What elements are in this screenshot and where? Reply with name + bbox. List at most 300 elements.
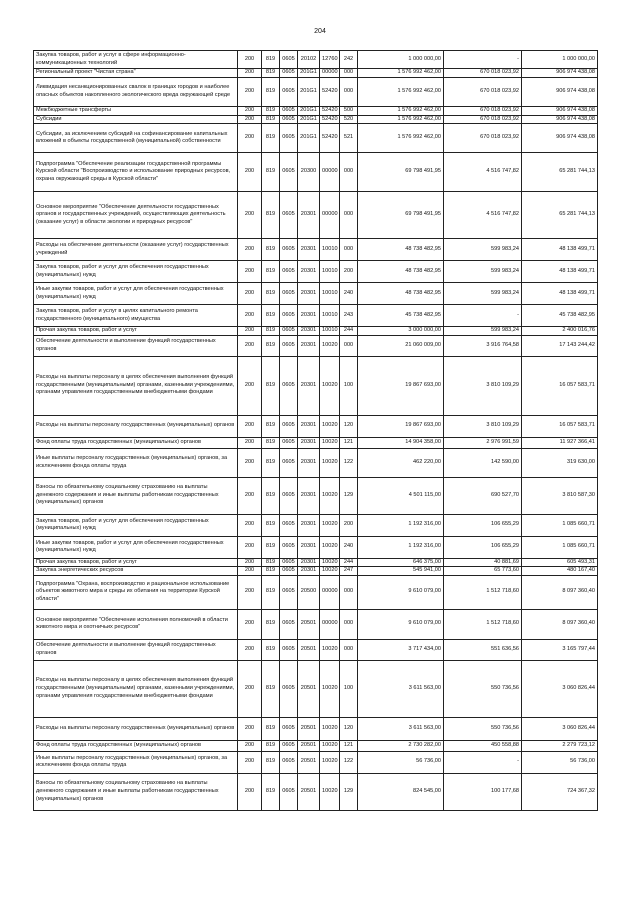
row-planned-amount: 9 610 079,00: [358, 575, 444, 609]
table-row: [34, 751, 598, 773]
table-row: [34, 124, 598, 153]
row-name: Прочая закупка товаров, работ и услуг: [34, 558, 238, 567]
row-name: Фонд оплаты труда государственных (муниципальных) органов: [34, 740, 238, 751]
row-section-code: 0605: [280, 660, 298, 717]
row-section-code: 0605: [280, 751, 298, 773]
row-section-code: 0605: [280, 153, 298, 192]
row-executed-amount: 100 177,68: [444, 773, 522, 810]
row-remaining-amount: 906 974 438,08: [522, 107, 598, 116]
row-direction-code: 52420: [320, 115, 340, 124]
row-executed-amount: 450 558,88: [444, 740, 522, 751]
row-name: Взносы по обязательному социальному страхованию на выплаты денежного содержания и иные выплаты работникам государственных (муниципальных) органов: [34, 773, 238, 810]
row-expense-type-code: 129: [340, 477, 358, 514]
row-planned-amount: 824 545,00: [358, 773, 444, 810]
row-section-code: 0605: [280, 69, 298, 78]
row-gr-code: 200: [238, 575, 262, 609]
row-program-code: 20301: [298, 437, 320, 448]
row-section-code: 0605: [280, 115, 298, 124]
page-number: 204: [314, 28, 326, 35]
row-name: Прочая закупка товаров, работ и услуг: [34, 327, 238, 336]
table-row: [34, 192, 598, 239]
row-executed-amount: 1 512 718,60: [444, 609, 522, 639]
row-expense-type-code: 520: [340, 115, 358, 124]
row-planned-amount: 1 192 316,00: [358, 514, 444, 536]
row-program-code: 201G1: [298, 124, 320, 153]
row-expense-type-code: 120: [340, 415, 358, 437]
row-remaining-amount: 906 974 438,08: [522, 78, 598, 107]
row-section-code: 0605: [280, 356, 298, 415]
row-ved-code: 819: [262, 448, 280, 477]
row-ved-code: 819: [262, 283, 280, 305]
row-planned-amount: 1 192 316,00: [358, 536, 444, 558]
row-direction-code: 10020: [320, 558, 340, 567]
row-name: Межбюджетные трансферты: [34, 107, 238, 116]
row-remaining-amount: 17 143 244,42: [522, 335, 598, 356]
row-planned-amount: 1 576 992 462,00: [358, 115, 444, 124]
row-name: Закупка товаров, работ и услуг в целях капитального ремонта государственного (муниципального) имущества: [34, 305, 238, 327]
row-remaining-amount: 16 057 583,71: [522, 356, 598, 415]
row-direction-code: 10020: [320, 514, 340, 536]
row-direction-code: 10020: [320, 567, 340, 576]
row-direction-code: 10020: [320, 717, 340, 740]
row-expense-type-code: 240: [340, 283, 358, 305]
row-remaining-amount: 724 367,32: [522, 773, 598, 810]
row-ved-code: 819: [262, 609, 280, 639]
row-section-code: 0605: [280, 239, 298, 261]
row-planned-amount: 19 867 693,00: [358, 415, 444, 437]
row-remaining-amount: 1 085 660,71: [522, 514, 598, 536]
row-gr-code: 200: [238, 660, 262, 717]
row-planned-amount: 1 576 992 462,00: [358, 78, 444, 107]
row-program-code: 20301: [298, 239, 320, 261]
row-program-code: 201G1: [298, 115, 320, 124]
row-planned-amount: 48 738 482,95: [358, 261, 444, 283]
row-executed-amount: 599 983,24: [444, 283, 522, 305]
row-name: Субсидии, за исключением субсидий на софинансирование капитальных вложений в объекты государственной (муниципальной) собственности: [34, 124, 238, 153]
row-name: Закупка товаров, работ и услуг для обеспечения государственных (муниципальных) нужд: [34, 261, 238, 283]
row-gr-code: 200: [238, 609, 262, 639]
row-direction-code: 10010: [320, 305, 340, 327]
row-remaining-amount: 1 000 000,00: [522, 51, 598, 69]
row-remaining-amount: 2 400 016,76: [522, 327, 598, 336]
row-name: Региональный проект "Чистая страна": [34, 69, 238, 78]
row-expense-type-code: 242: [340, 51, 358, 69]
row-program-code: 20102: [298, 51, 320, 69]
row-name: Расходы на обеспечение деятельности (оказание услуг) государственных учреждений: [34, 239, 238, 261]
row-direction-code: 52420: [320, 107, 340, 116]
row-remaining-amount: 3 810 587,30: [522, 477, 598, 514]
table-row: [34, 327, 598, 336]
table-row: [34, 575, 598, 609]
row-executed-amount: 670 018 023,92: [444, 78, 522, 107]
row-section-code: 0605: [280, 773, 298, 810]
table-row: [34, 609, 598, 639]
row-executed-amount: 3 810 109,29: [444, 356, 522, 415]
row-expense-type-code: 122: [340, 751, 358, 773]
row-ved-code: 819: [262, 575, 280, 609]
row-gr-code: 200: [238, 335, 262, 356]
row-program-code: 20301: [298, 448, 320, 477]
row-executed-amount: 550 736,56: [444, 717, 522, 740]
row-program-code: 20301: [298, 536, 320, 558]
row-ved-code: 819: [262, 261, 280, 283]
row-ved-code: 819: [262, 124, 280, 153]
row-program-code: 201G1: [298, 107, 320, 116]
row-program-code: 20501: [298, 639, 320, 660]
row-ved-code: 819: [262, 335, 280, 356]
row-direction-code: 10010: [320, 327, 340, 336]
row-expense-type-code: 244: [340, 327, 358, 336]
row-executed-amount: -: [444, 751, 522, 773]
row-planned-amount: 14 904 358,00: [358, 437, 444, 448]
table-row: [34, 153, 598, 192]
row-section-code: 0605: [280, 51, 298, 69]
row-planned-amount: 21 060 009,00: [358, 335, 444, 356]
row-ved-code: 819: [262, 78, 280, 107]
row-expense-type-code: 240: [340, 536, 358, 558]
row-gr-code: 200: [238, 477, 262, 514]
row-planned-amount: 3 000 000,00: [358, 327, 444, 336]
table-row: [34, 107, 598, 116]
row-gr-code: 200: [238, 153, 262, 192]
table-row: [34, 335, 598, 356]
row-name: Подпрограмма "Обеспечение реализации государственной программы Курской области "Воспроизводство и использование природных ресурсов, охрана окружающей среды в Курской области": [34, 153, 238, 192]
row-planned-amount: 69 798 491,95: [358, 192, 444, 239]
table-row: [34, 717, 598, 740]
row-remaining-amount: 1 085 660,71: [522, 536, 598, 558]
row-section-code: 0605: [280, 78, 298, 107]
row-executed-amount: 670 018 023,92: [444, 69, 522, 78]
row-gr-code: 200: [238, 773, 262, 810]
row-executed-amount: 4 516 747,82: [444, 153, 522, 192]
row-direction-code: 00000: [320, 192, 340, 239]
row-program-code: 201G1: [298, 69, 320, 78]
row-remaining-amount: 906 974 438,08: [522, 124, 598, 153]
row-name: Основное мероприятие "Обеспечение деятельности государственных органов и государственных учреждений, осуществляющих деятельность (оказание услуг) в области экологии и природных ресурсов": [34, 192, 238, 239]
table-row: [34, 69, 598, 78]
row-expense-type-code: 120: [340, 717, 358, 740]
row-section-code: 0605: [280, 639, 298, 660]
row-name: Иные закупки товаров, работ и услуг для обеспечения государственных (муниципальных) нужд: [34, 536, 238, 558]
row-gr-code: 200: [238, 305, 262, 327]
row-ved-code: 819: [262, 51, 280, 69]
row-gr-code: 200: [238, 283, 262, 305]
row-expense-type-code: 247: [340, 567, 358, 576]
row-planned-amount: 646 375,00: [358, 558, 444, 567]
row-planned-amount: 462 220,00: [358, 448, 444, 477]
row-remaining-amount: 480 167,40: [522, 567, 598, 576]
row-planned-amount: 3 717 434,00: [358, 639, 444, 660]
row-executed-amount: -: [444, 305, 522, 327]
table-row: [34, 740, 598, 751]
table-row: [34, 115, 598, 124]
row-section-code: 0605: [280, 575, 298, 609]
row-program-code: 20500: [298, 575, 320, 609]
row-ved-code: 819: [262, 639, 280, 660]
table-row: [34, 448, 598, 477]
row-ved-code: 819: [262, 567, 280, 576]
row-direction-code: 52420: [320, 124, 340, 153]
row-remaining-amount: 65 281 744,13: [522, 153, 598, 192]
row-executed-amount: 3 810 109,29: [444, 415, 522, 437]
row-direction-code: 10010: [320, 261, 340, 283]
row-direction-code: 10020: [320, 415, 340, 437]
row-ved-code: 819: [262, 327, 280, 336]
row-direction-code: 10010: [320, 283, 340, 305]
row-planned-amount: 4 501 115,00: [358, 477, 444, 514]
row-direction-code: 52420: [320, 78, 340, 107]
row-planned-amount: 1 576 992 462,00: [358, 69, 444, 78]
row-direction-code: 10010: [320, 239, 340, 261]
row-expense-type-code: 500: [340, 107, 358, 116]
row-program-code: 20301: [298, 514, 320, 536]
row-executed-amount: 690 527,70: [444, 477, 522, 514]
row-program-code: 20301: [298, 415, 320, 437]
table-row: [34, 477, 598, 514]
row-direction-code: 10020: [320, 536, 340, 558]
row-name: Закупка энергетических ресурсов: [34, 567, 238, 576]
row-direction-code: 10020: [320, 660, 340, 717]
row-program-code: 20301: [298, 558, 320, 567]
row-expense-type-code: 243: [340, 305, 358, 327]
row-direction-code: 10020: [320, 448, 340, 477]
row-name: Подпрограмма "Охрана, воспроизводство и рациональное использование объектов животного мира и среды их обитания на территории Курской области": [34, 575, 238, 609]
table-row: [34, 639, 598, 660]
table-row: [34, 536, 598, 558]
row-expense-type-code: 121: [340, 740, 358, 751]
row-gr-code: 200: [238, 78, 262, 107]
row-direction-code: 12760: [320, 51, 340, 69]
row-direction-code: 10020: [320, 437, 340, 448]
row-program-code: 20501: [298, 773, 320, 810]
row-direction-code: 10020: [320, 639, 340, 660]
table-row: [34, 773, 598, 810]
row-executed-amount: 599 983,24: [444, 239, 522, 261]
row-ved-code: 819: [262, 69, 280, 78]
row-ved-code: 819: [262, 773, 280, 810]
row-gr-code: 200: [238, 192, 262, 239]
table-row: [34, 78, 598, 107]
row-expense-type-code: 000: [340, 575, 358, 609]
row-gr-code: 200: [238, 124, 262, 153]
row-planned-amount: 3 611 563,00: [358, 717, 444, 740]
row-executed-amount: 670 018 023,92: [444, 107, 522, 116]
row-gr-code: 200: [238, 437, 262, 448]
row-section-code: 0605: [280, 609, 298, 639]
row-ved-code: 819: [262, 740, 280, 751]
row-ved-code: 819: [262, 239, 280, 261]
row-remaining-amount: 3 060 826,44: [522, 717, 598, 740]
row-expense-type-code: 100: [340, 660, 358, 717]
row-gr-code: 200: [238, 327, 262, 336]
row-executed-amount: 106 655,29: [444, 536, 522, 558]
row-executed-amount: 550 736,56: [444, 660, 522, 717]
row-gr-code: 200: [238, 558, 262, 567]
row-section-code: 0605: [280, 536, 298, 558]
row-remaining-amount: 2 279 723,12: [522, 740, 598, 751]
row-name: Расходы на выплаты персоналу государственных (муниципальных) органов: [34, 415, 238, 437]
row-name: Иные выплаты персоналу государственных (муниципальных) органов, за исключением фонда оплаты труда: [34, 448, 238, 477]
row-name: Ликвидация несанкционированных свалок в границах городов и наиболее опасных объектов накопленного экологического вреда окружающей среде: [34, 78, 238, 107]
row-program-code: 20301: [298, 477, 320, 514]
row-ved-code: 819: [262, 717, 280, 740]
row-expense-type-code: 122: [340, 448, 358, 477]
row-executed-amount: 599 983,24: [444, 261, 522, 283]
row-direction-code: 10020: [320, 751, 340, 773]
row-ved-code: 819: [262, 115, 280, 124]
row-gr-code: 200: [238, 115, 262, 124]
row-program-code: 20501: [298, 717, 320, 740]
row-executed-amount: 40 881,69: [444, 558, 522, 567]
row-program-code: 20301: [298, 327, 320, 336]
row-ved-code: 819: [262, 477, 280, 514]
row-planned-amount: 1 576 992 462,00: [358, 107, 444, 116]
row-name: Закупка товаров, работ и услуг для обеспечения государственных (муниципальных) нужд: [34, 514, 238, 536]
row-remaining-amount: 11 927 366,41: [522, 437, 598, 448]
row-direction-code: 00000: [320, 609, 340, 639]
row-direction-code: 00000: [320, 153, 340, 192]
table-row: [34, 283, 598, 305]
row-section-code: 0605: [280, 437, 298, 448]
row-planned-amount: 9 610 079,00: [358, 609, 444, 639]
row-gr-code: 200: [238, 261, 262, 283]
row-section-code: 0605: [280, 415, 298, 437]
row-gr-code: 200: [238, 107, 262, 116]
row-expense-type-code: 244: [340, 558, 358, 567]
row-program-code: 20301: [298, 567, 320, 576]
row-expense-type-code: 000: [340, 153, 358, 192]
row-executed-amount: 599 983,24: [444, 327, 522, 336]
row-program-code: 20501: [298, 660, 320, 717]
row-executed-amount: 670 018 023,92: [444, 124, 522, 153]
row-program-code: 201G1: [298, 78, 320, 107]
row-ved-code: 819: [262, 660, 280, 717]
row-planned-amount: 1 000 000,00: [358, 51, 444, 69]
row-direction-code: 10020: [320, 477, 340, 514]
row-name: Субсидии: [34, 115, 238, 124]
row-planned-amount: 2 730 282,00: [358, 740, 444, 751]
row-expense-type-code: 129: [340, 773, 358, 810]
row-ved-code: 819: [262, 356, 280, 415]
row-program-code: 20301: [298, 283, 320, 305]
row-section-code: 0605: [280, 740, 298, 751]
row-name: Фонд оплаты труда государственных (муниципальных) органов: [34, 437, 238, 448]
row-expense-type-code: 000: [340, 609, 358, 639]
row-remaining-amount: 65 281 744,13: [522, 192, 598, 239]
row-direction-code: 00000: [320, 575, 340, 609]
row-ved-code: 819: [262, 751, 280, 773]
row-section-code: 0605: [280, 717, 298, 740]
row-remaining-amount: 8 097 360,40: [522, 575, 598, 609]
row-section-code: 0605: [280, 305, 298, 327]
row-program-code: 20301: [298, 356, 320, 415]
row-gr-code: 200: [238, 51, 262, 69]
row-gr-code: 200: [238, 751, 262, 773]
row-section-code: 0605: [280, 261, 298, 283]
row-gr-code: 200: [238, 69, 262, 78]
row-section-code: 0605: [280, 327, 298, 336]
row-gr-code: 200: [238, 717, 262, 740]
row-gr-code: 200: [238, 356, 262, 415]
row-executed-amount: 2 976 991,59: [444, 437, 522, 448]
row-program-code: 20301: [298, 192, 320, 239]
row-executed-amount: 142 590,00: [444, 448, 522, 477]
row-expense-type-code: 200: [340, 261, 358, 283]
table-row: [34, 239, 598, 261]
row-gr-code: 200: [238, 415, 262, 437]
row-name: Основное мероприятие "Обеспечение исполнения полномочий в области животного мира и охотничьих ресурсов": [34, 609, 238, 639]
row-expense-type-code: 521: [340, 124, 358, 153]
row-program-code: 20301: [298, 335, 320, 356]
table-row: [34, 305, 598, 327]
row-expense-type-code: 121: [340, 437, 358, 448]
row-planned-amount: 45 738 482,95: [358, 305, 444, 327]
row-section-code: 0605: [280, 283, 298, 305]
row-executed-amount: 551 636,56: [444, 639, 522, 660]
row-name: Расходы на выплаты персоналу в целях обеспечения выполнения функций государственными (муниципальными) органами, казенными учреждениями, органами управления государственными внебюджетными фондами: [34, 660, 238, 717]
row-section-code: 0605: [280, 558, 298, 567]
row-executed-amount: 4 516 747,82: [444, 192, 522, 239]
row-gr-code: 200: [238, 448, 262, 477]
row-expense-type-code: 000: [340, 78, 358, 107]
row-remaining-amount: 16 057 583,71: [522, 415, 598, 437]
row-executed-amount: 1 512 718,60: [444, 575, 522, 609]
row-planned-amount: 19 867 693,00: [358, 356, 444, 415]
table-row: [34, 261, 598, 283]
row-name: Взносы по обязательному социальному страхованию на выплаты денежного содержания и иные выплаты работникам государственных (муниципальных) органов: [34, 477, 238, 514]
row-name: Расходы на выплаты персоналу государственных (муниципальных) органов: [34, 717, 238, 740]
row-ved-code: 819: [262, 153, 280, 192]
row-program-code: 20301: [298, 261, 320, 283]
row-name: Расходы на выплаты персоналу в целях обеспечения выполнения функций государственными (муниципальными) органами, казенными учреждениями, органами управления государственными внебюджетными фондами: [34, 356, 238, 415]
row-expense-type-code: 000: [340, 192, 358, 239]
row-planned-amount: 545 941,00: [358, 567, 444, 576]
row-program-code: 20300: [298, 153, 320, 192]
row-program-code: 20501: [298, 740, 320, 751]
row-ved-code: 819: [262, 558, 280, 567]
row-gr-code: 200: [238, 567, 262, 576]
row-planned-amount: 1 576 992 462,00: [358, 124, 444, 153]
row-expense-type-code: 000: [340, 239, 358, 261]
row-direction-code: 10020: [320, 773, 340, 810]
row-remaining-amount: 3 165 797,44: [522, 639, 598, 660]
row-name: Обеспечение деятельности и выполнение функций государственных органов: [34, 335, 238, 356]
row-ved-code: 819: [262, 107, 280, 116]
row-executed-amount: 3 916 764,58: [444, 335, 522, 356]
row-section-code: 0605: [280, 514, 298, 536]
row-gr-code: 200: [238, 536, 262, 558]
row-executed-amount: 106 655,29: [444, 514, 522, 536]
row-section-code: 0605: [280, 124, 298, 153]
row-program-code: 20501: [298, 609, 320, 639]
row-expense-type-code: 000: [340, 335, 358, 356]
row-remaining-amount: 906 974 438,08: [522, 115, 598, 124]
table-row: [34, 660, 598, 717]
row-expense-type-code: 100: [340, 356, 358, 415]
row-remaining-amount: 3 060 826,44: [522, 660, 598, 717]
row-section-code: 0605: [280, 107, 298, 116]
table-row: [34, 51, 598, 69]
row-ved-code: 819: [262, 192, 280, 239]
row-ved-code: 819: [262, 415, 280, 437]
row-direction-code: 10020: [320, 740, 340, 751]
table-row: [34, 437, 598, 448]
row-ved-code: 819: [262, 305, 280, 327]
table-row: [34, 356, 598, 415]
row-section-code: 0605: [280, 567, 298, 576]
table-row: [34, 514, 598, 536]
row-expense-type-code: 200: [340, 514, 358, 536]
